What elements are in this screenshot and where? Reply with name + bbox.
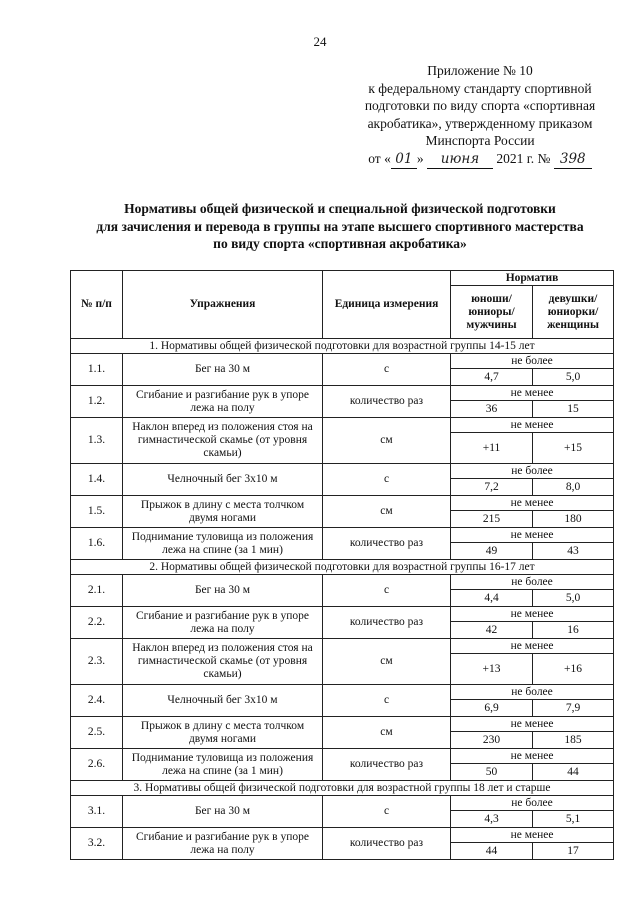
order-number-handwritten: 398 — [554, 151, 592, 170]
date-day-handwritten: 01 — [391, 151, 417, 170]
section-title: 2. Нормативы общей физической подготовки для возрастной группы 16-17 лет — [71, 560, 614, 575]
row-qualifier: не более — [451, 796, 614, 811]
row-qualifier: не более — [451, 685, 614, 700]
row-qualifier: не менее — [451, 496, 614, 511]
row-boys-value: 6,9 — [451, 700, 533, 717]
date-year: 2021 г. № — [496, 150, 551, 166]
table-row — [71, 639, 614, 654]
appendix-date-line — [340, 150, 620, 170]
section-row — [71, 560, 614, 575]
row-exercise: Прыжок в длину с места толчком двумя ногами — [123, 717, 323, 749]
table-row — [71, 496, 614, 511]
header-num: № п/п — [71, 271, 123, 339]
header-exercise: Упражнения — [123, 271, 323, 339]
table-row — [71, 749, 614, 764]
row-unit: с — [323, 796, 451, 828]
row-unit: количество раз — [323, 386, 451, 418]
row-qualifier: не менее — [451, 749, 614, 764]
row-num: 1.3. — [71, 418, 123, 464]
row-exercise: Наклон вперед из положения стоя на гимнастической скамье (от уровня скамьи) — [123, 639, 323, 685]
row-exercise: Поднимание туловища из положения лежа на спине (за 1 мин) — [123, 528, 323, 560]
row-exercise: Бег на 30 м — [123, 796, 323, 828]
row-girls-value: 5,1 — [533, 811, 614, 828]
row-boys-value: 49 — [451, 543, 533, 560]
row-boys-value: 44 — [451, 843, 533, 860]
row-boys-value: 4,7 — [451, 369, 533, 386]
row-girls-value: 15 — [533, 401, 614, 418]
row-qualifier: не менее — [451, 418, 614, 433]
table-row — [71, 575, 614, 590]
row-unit: см — [323, 717, 451, 749]
row-qualifier: не более — [451, 354, 614, 369]
row-unit: количество раз — [323, 528, 451, 560]
row-unit: количество раз — [323, 828, 451, 860]
row-boys-value: +13 — [451, 654, 533, 685]
row-num: 1.1. — [71, 354, 123, 386]
header-norm: Норматив — [451, 271, 614, 286]
row-qualifier: не более — [451, 464, 614, 479]
row-exercise: Челночный бег 3х10 м — [123, 464, 323, 496]
row-num: 2.5. — [71, 717, 123, 749]
row-girls-value: 16 — [533, 622, 614, 639]
header-boys: юноши/ юниоры/ мужчины — [451, 286, 533, 339]
row-unit: количество раз — [323, 607, 451, 639]
table-row — [71, 717, 614, 732]
row-boys-value: 42 — [451, 622, 533, 639]
appendix-line: акробатика», утвержденному приказом — [367, 115, 593, 131]
row-girls-value: 44 — [533, 764, 614, 781]
table-row — [71, 607, 614, 622]
row-unit: с — [323, 354, 451, 386]
row-exercise: Поднимание туловища из положения лежа на спине (за 1 мин) — [123, 749, 323, 781]
row-boys-value: 4,4 — [451, 590, 533, 607]
row-boys-value: 4,3 — [451, 811, 533, 828]
row-unit: с — [323, 575, 451, 607]
row-girls-value: 5,0 — [533, 369, 614, 386]
page-number: 24 — [313, 34, 327, 49]
row-unit: см — [323, 418, 451, 464]
row-exercise: Челночный бег 3х10 м — [123, 685, 323, 717]
norms-table — [70, 270, 614, 860]
table-row — [71, 464, 614, 479]
row-exercise: Наклон вперед из положения стоя на гимнастической скамье (от уровня скамьи) — [123, 418, 323, 464]
row-girls-value: 5,0 — [533, 590, 614, 607]
row-num: 1.6. — [71, 528, 123, 560]
row-qualifier: не менее — [451, 828, 614, 843]
table-header — [71, 271, 614, 339]
title-line: для зачисления и перевода в группы на этапе высшего спортивного мастерства — [96, 218, 584, 234]
date-mid: » — [416, 150, 424, 166]
row-unit: см — [323, 496, 451, 528]
row-unit: см — [323, 639, 451, 685]
date-prefix: от « — [368, 150, 391, 166]
row-qualifier: не менее — [451, 639, 614, 654]
row-boys-value: 50 — [451, 764, 533, 781]
row-girls-value: 8,0 — [533, 479, 614, 496]
row-boys-value: 215 — [451, 511, 533, 528]
appendix-block — [340, 62, 620, 169]
header-girls: девушки/ юниорки/ женщины — [533, 286, 614, 339]
row-exercise: Бег на 30 м — [123, 354, 323, 386]
header-unit: Единица измерения — [323, 271, 451, 339]
row-num: 2.3. — [71, 639, 123, 685]
section-row — [71, 781, 614, 796]
row-num: 1.4. — [71, 464, 123, 496]
appendix-line: Приложение № 10 — [427, 63, 533, 78]
section-title: 3. Нормативы общей физической подготовки для возрастной группы 18 лет и старше — [71, 781, 614, 796]
appendix-line: к федеральному стандарту спортивной — [368, 80, 592, 96]
table-body — [71, 339, 614, 860]
row-qualifier: не менее — [451, 386, 614, 401]
row-unit: количество раз — [323, 749, 451, 781]
row-unit: с — [323, 464, 451, 496]
row-boys-value: +11 — [451, 433, 533, 464]
row-num: 3.1. — [71, 796, 123, 828]
row-qualifier: не менее — [451, 717, 614, 732]
row-num: 1.5. — [71, 496, 123, 528]
row-exercise: Прыжок в длину с места толчком двумя ногами — [123, 496, 323, 528]
row-boys-value: 36 — [451, 401, 533, 418]
row-num: 2.4. — [71, 685, 123, 717]
table-row — [71, 386, 614, 401]
table-row — [71, 354, 614, 369]
row-girls-value: +15 — [533, 433, 614, 464]
section-title: 1. Нормативы общей физической подготовки для возрастной группы 14-15 лет — [71, 339, 614, 354]
row-girls-value: 180 — [533, 511, 614, 528]
row-unit: с — [323, 685, 451, 717]
row-boys-value: 7,2 — [451, 479, 533, 496]
row-girls-value: 43 — [533, 543, 614, 560]
row-boys-value: 230 — [451, 732, 533, 749]
row-girls-value: 7,9 — [533, 700, 614, 717]
row-qualifier: не менее — [451, 607, 614, 622]
row-num: 2.1. — [71, 575, 123, 607]
row-qualifier: не более — [451, 575, 614, 590]
row-qualifier: не менее — [451, 528, 614, 543]
appendix-line: подготовки по виду спорта «спортивная — [364, 98, 596, 113]
title-line: Нормативы общей физической и специальной физической подготовки — [124, 201, 556, 216]
row-exercise: Сгибание и разгибание рук в упоре лежа на полу — [123, 386, 323, 418]
row-num: 3.2. — [71, 828, 123, 860]
section-row — [71, 339, 614, 354]
title-line: по виду спорта «спортивная акробатика» — [213, 236, 467, 251]
row-girls-value: 17 — [533, 843, 614, 860]
row-num: 2.2. — [71, 607, 123, 639]
row-num: 1.2. — [71, 386, 123, 418]
date-month-handwritten: июня — [427, 151, 493, 170]
row-exercise: Сгибание и разгибание рук в упоре лежа на полу — [123, 828, 323, 860]
row-num: 2.6. — [71, 749, 123, 781]
table-row — [71, 828, 614, 843]
table-row — [71, 418, 614, 433]
row-exercise: Бег на 30 м — [123, 575, 323, 607]
appendix-line: Минспорта России — [425, 133, 535, 148]
row-girls-value: +16 — [533, 654, 614, 685]
row-girls-value: 185 — [533, 732, 614, 749]
document-title — [60, 200, 620, 253]
table-row — [71, 796, 614, 811]
row-exercise: Сгибание и разгибание рук в упоре лежа на полу — [123, 607, 323, 639]
table-row — [71, 685, 614, 700]
table-row — [71, 528, 614, 543]
